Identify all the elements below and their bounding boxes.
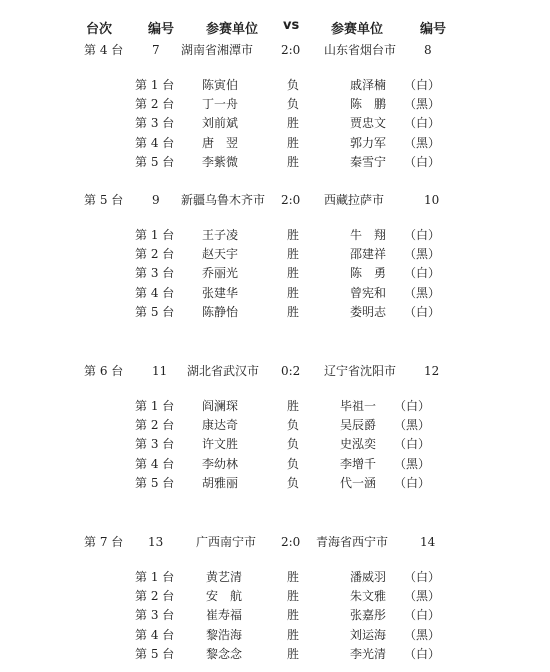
match-number-left: 7 — [152, 43, 160, 57]
match-round: 第 5 台 — [84, 193, 124, 207]
player-left: 黄艺清 — [206, 570, 243, 584]
board-result: 胜 — [287, 589, 300, 604]
board-number: 第 4 台 — [135, 135, 175, 150]
match-number-left: 13 — [148, 535, 164, 549]
match-row — [0, 190, 550, 210]
match-team-left: 广西南宁市 — [196, 535, 257, 549]
player-left: 崔寿福 — [206, 608, 243, 623]
match-block — [0, 40, 550, 172]
player-right: 陈 鹏 — [349, 97, 386, 112]
player-color: （黑） — [404, 285, 441, 300]
player-left: 阎澜琛 — [202, 399, 239, 413]
board-row — [0, 587, 550, 606]
match-row — [0, 361, 550, 381]
player-right: 李增千 — [339, 456, 376, 471]
board-number: 第 2 台 — [135, 247, 175, 262]
player-left: 唐 翌 — [202, 135, 239, 150]
player-color: （白） — [404, 266, 441, 281]
board-result: 胜 — [287, 154, 300, 169]
match-score: 2:0 — [281, 535, 301, 549]
board-result: 胜 — [287, 304, 300, 319]
player-color: （黑） — [404, 627, 441, 642]
board-number: 第 1 台 — [135, 570, 175, 584]
board-number: 第 1 台 — [135, 78, 175, 92]
match-score: 2:0 — [281, 193, 301, 207]
player-right: 张嘉彤 — [349, 608, 386, 623]
board-number: 第 5 台 — [135, 304, 175, 319]
board-result: 胜 — [287, 627, 300, 642]
board-row — [0, 435, 550, 454]
player-right: 代一涵 — [339, 475, 376, 490]
player-color: （白） — [394, 437, 431, 452]
player-right: 戚泽楠 — [349, 78, 386, 92]
player-color: （白） — [404, 116, 441, 131]
header-number-right: 编号 — [420, 22, 447, 37]
board-number: 第 5 台 — [135, 646, 175, 661]
match-team-left: 湖南省湘潭市 — [181, 43, 254, 57]
header-vs: vs — [283, 18, 300, 33]
player-left: 乔丽光 — [202, 266, 239, 281]
match-row — [0, 40, 550, 60]
match-block — [0, 532, 550, 664]
board-result: 负 — [287, 418, 300, 433]
board-result: 胜 — [287, 399, 300, 413]
board-result: 负 — [287, 475, 300, 490]
player-color: （白） — [404, 228, 441, 242]
board-row — [0, 416, 550, 435]
header-unit-right: 参赛单位 — [331, 22, 384, 37]
header-round: 台次 — [86, 22, 113, 37]
player-left: 王子凌 — [202, 228, 239, 242]
player-left: 李幼林 — [202, 456, 239, 471]
board-result: 胜 — [287, 608, 300, 623]
player-right: 娄明志 — [349, 304, 386, 319]
player-left: 陈寅伯 — [202, 78, 239, 92]
player-color: （黑） — [404, 589, 441, 604]
board-row — [0, 264, 550, 283]
match-round: 第 4 台 — [84, 43, 124, 57]
board-number: 第 5 台 — [135, 154, 175, 169]
board-result: 胜 — [287, 135, 300, 150]
match-number-right: 10 — [424, 193, 440, 207]
player-left: 刘前斌 — [202, 116, 239, 131]
match-score: 2:0 — [281, 43, 301, 57]
player-left: 康达奇 — [202, 418, 239, 433]
match-round: 第 7 台 — [84, 535, 124, 549]
player-color: （白） — [404, 608, 441, 623]
board-number: 第 1 台 — [135, 228, 175, 242]
board-result: 负 — [287, 97, 300, 112]
board-number: 第 2 台 — [135, 589, 175, 604]
board-result: 胜 — [287, 247, 300, 262]
board-row — [0, 455, 550, 474]
player-color: （黑） — [404, 135, 441, 150]
board-row — [0, 626, 550, 645]
board-row — [0, 397, 550, 416]
board-number: 第 4 台 — [135, 627, 175, 642]
board-row — [0, 114, 550, 133]
player-right: 毕祖一 — [339, 399, 376, 413]
match-team-right: 西藏拉萨市 — [324, 193, 385, 207]
board-result: 胜 — [287, 116, 300, 131]
board-number: 第 3 台 — [135, 437, 175, 452]
player-left: 许文胜 — [202, 437, 239, 452]
board-result: 胜 — [287, 646, 300, 661]
player-color: （黑） — [404, 247, 441, 262]
player-color: （白） — [404, 646, 441, 661]
board-result: 胜 — [287, 570, 300, 584]
board-row — [0, 606, 550, 625]
match-score: 0:2 — [281, 364, 301, 378]
player-color: （白） — [404, 78, 441, 92]
board-number: 第 1 台 — [135, 399, 175, 413]
player-color: （黑） — [394, 418, 431, 433]
table-header — [0, 18, 550, 36]
board-number: 第 2 台 — [135, 418, 175, 433]
player-right: 陈 勇 — [349, 266, 386, 281]
board-number: 第 5 台 — [135, 475, 175, 490]
match-number-right: 8 — [424, 43, 432, 57]
board-row — [0, 303, 550, 322]
match-number-right: 12 — [424, 364, 440, 378]
board-result: 胜 — [287, 228, 300, 242]
player-right: 秦雪宁 — [349, 154, 386, 169]
player-left: 黎浩海 — [206, 627, 243, 642]
player-color: （白） — [404, 154, 441, 169]
board-row — [0, 284, 550, 303]
board-result: 负 — [287, 456, 300, 471]
match-team-right: 山东省烟台市 — [324, 43, 397, 57]
player-color: （白） — [404, 570, 441, 584]
match-number-left: 11 — [152, 364, 168, 378]
board-row — [0, 245, 550, 264]
player-left: 黎念念 — [206, 646, 243, 661]
player-left: 陈静怡 — [202, 304, 239, 319]
match-round: 第 6 台 — [84, 364, 124, 378]
board-number: 第 3 台 — [135, 266, 175, 281]
player-left: 张建华 — [202, 285, 239, 300]
player-color: （白） — [394, 399, 431, 413]
board-number: 第 3 台 — [135, 608, 175, 623]
header-number-left: 编号 — [148, 22, 175, 37]
board-result: 胜 — [287, 266, 300, 281]
player-color: （黑） — [404, 97, 441, 112]
player-left: 安 航 — [206, 589, 243, 604]
board-result: 负 — [287, 78, 300, 92]
player-right: 李光清 — [349, 646, 386, 661]
player-right: 潘威羽 — [349, 570, 386, 584]
board-row — [0, 95, 550, 114]
board-row — [0, 474, 550, 493]
board-number: 第 3 台 — [135, 116, 175, 131]
player-color: （黑） — [394, 456, 431, 471]
player-left: 赵天宇 — [202, 247, 239, 262]
match-block — [0, 190, 550, 322]
match-team-left: 湖北省武汉市 — [187, 364, 260, 378]
board-row — [0, 76, 550, 95]
board-row — [0, 568, 550, 587]
match-team-left: 新疆乌鲁木齐市 — [181, 193, 266, 207]
header-unit-left: 参赛单位 — [206, 22, 259, 37]
match-number-right: 14 — [420, 535, 436, 549]
player-right: 史泓奕 — [339, 437, 376, 452]
board-row — [0, 153, 550, 172]
player-left: 丁一舟 — [202, 97, 239, 112]
board-number: 第 4 台 — [135, 285, 175, 300]
player-color: （白） — [394, 475, 431, 490]
player-right: 曾宪和 — [349, 285, 386, 300]
board-number: 第 2 台 — [135, 97, 175, 112]
match-number-left: 9 — [152, 193, 160, 207]
player-right: 朱文雅 — [349, 589, 386, 604]
match-block — [0, 361, 550, 493]
player-right: 邵建祥 — [349, 247, 386, 262]
board-row — [0, 226, 550, 245]
player-left: 李紫微 — [202, 154, 239, 169]
player-left: 胡雅丽 — [202, 475, 239, 490]
match-team-right: 辽宁省沈阳市 — [324, 364, 397, 378]
board-number: 第 4 台 — [135, 456, 175, 471]
player-right: 郭力军 — [349, 135, 386, 150]
board-row — [0, 134, 550, 153]
player-right: 贾忠文 — [349, 116, 386, 131]
player-right: 牛 翔 — [349, 228, 386, 242]
match-row — [0, 532, 550, 552]
player-right: 刘运海 — [349, 627, 386, 642]
board-result: 胜 — [287, 285, 300, 300]
player-right: 吴辰爵 — [339, 418, 376, 433]
player-color: （白） — [404, 304, 441, 319]
match-team-right: 青海省西宁市 — [316, 535, 389, 549]
board-result: 负 — [287, 437, 300, 452]
board-row — [0, 645, 550, 664]
